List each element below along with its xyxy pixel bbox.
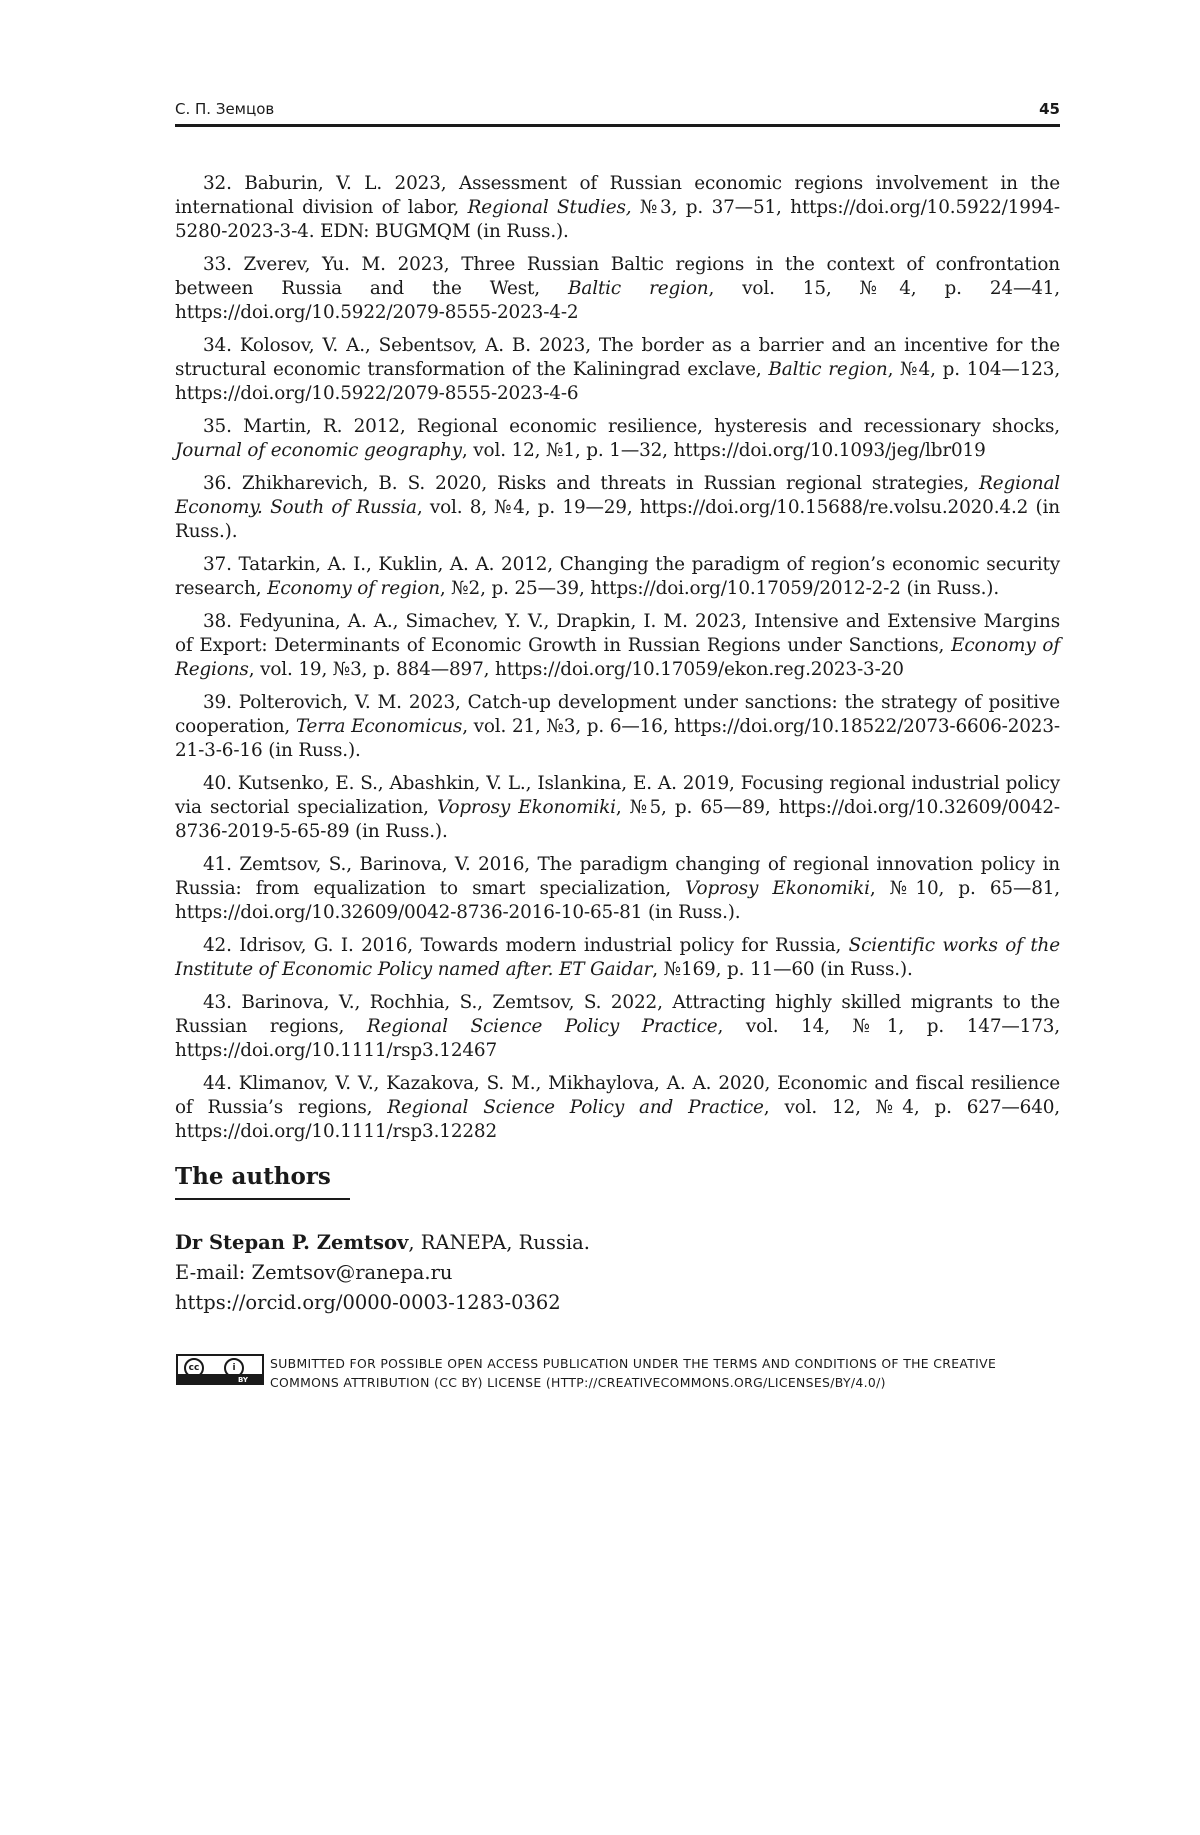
reference-number: 44. bbox=[203, 1073, 232, 1094]
reference-details: , №2, p. 25—39, https://doi.org/10.17059/2012-2-2 (in Russ.). bbox=[439, 578, 1000, 599]
reference-text: Zemtsov, S., Barinova, V. 2016, The paradigm changing of regional innovation policy in Russia: from equalization to smart specialization, bbox=[175, 854, 1060, 899]
reference-item bbox=[175, 991, 1060, 1063]
reference-details: , vol. 12, №1, p. 1—32, https://doi.org/10.1093/jeg/lbr019 bbox=[461, 440, 986, 461]
reference-item bbox=[175, 553, 1060, 601]
reference-number: 42. bbox=[203, 935, 232, 956]
reference-item bbox=[175, 415, 1060, 463]
reference-number: 40. bbox=[203, 773, 232, 794]
reference-details: , №4, p. 104—123, https://doi.org/10.5922/2079-8555-2023-4-6 bbox=[175, 359, 1061, 404]
reference-item bbox=[175, 934, 1060, 982]
reference-item bbox=[175, 172, 1060, 244]
reference-item bbox=[175, 610, 1060, 682]
attribution-icon: i bbox=[224, 1358, 244, 1378]
reference-number: 35. bbox=[203, 416, 232, 437]
reference-text: Kolosov, V. A., Sebentsov, A. B. 2023, The border as a barrier and an incentive for the structural economic transformation of the Kaliningrad exclave, bbox=[175, 335, 1060, 380]
reference-text: Polterovich, V. M. 2023, Catch-up development under sanctions: the strategy of positive cooperation, bbox=[175, 692, 1060, 737]
reference-details: , vol. 8, №4, p. 19—29, https://doi.org/10.15688/re.volsu.2020.4.2 (in Russ.). bbox=[175, 497, 1060, 542]
reference-source: Terra Economicus bbox=[295, 716, 463, 737]
reference-list bbox=[175, 172, 1060, 1153]
reference-item bbox=[175, 1072, 1060, 1144]
reference-text: Klimanov, V. V., Kazakova, S. M., Mikhaylova, A. A. 2020, Economic and fiscal resilience of Russia’s regions, bbox=[175, 1073, 1060, 1118]
reference-text: Zverev, Yu. M. 2023, Three Russian Baltic regions in the context of confrontation between Russia and the West, bbox=[175, 254, 1060, 299]
author-affiliation: , RANEPA, Russia. bbox=[408, 1231, 590, 1254]
reference-details: , vol. 14, №1, p. 147—173, https://doi.org/10.1111/rsp3.12467 bbox=[175, 1016, 1061, 1061]
license-text: SUBMITTED FOR POSSIBLE OPEN ACCESS PUBLICATION UNDER THE TERMS AND CONDITIONS OF THE CREATIVE COMMONS ATTRIBUTION (CC BY) LICENSE (HTTP://CREATIVECOMMONS.ORG/LICENSES/BY/4.0/) bbox=[270, 1356, 997, 1390]
header-rule bbox=[175, 124, 1060, 127]
reference-number: 33. bbox=[203, 254, 232, 275]
reference-source: Economy of region bbox=[267, 578, 440, 599]
reference-item bbox=[175, 253, 1060, 325]
reference-details: , vol. 15, №4, p. 24—41, https://doi.org/10.5922/2079-8555-2023-4-2 bbox=[175, 278, 1060, 323]
reference-source: Baltic region bbox=[768, 359, 888, 380]
reference-source: Voprosy Ekonomiki bbox=[437, 797, 616, 818]
running-head: С. П. Земцов bbox=[175, 100, 275, 118]
reference-source: Baltic region bbox=[568, 278, 709, 299]
license-block bbox=[176, 1354, 1066, 1398]
reference-item bbox=[175, 334, 1060, 406]
reference-details: , №10, p. 65—81, https://doi.org/10.32609/0042-8736-2016-10-65-81 (in Russ.). bbox=[175, 878, 1060, 923]
reference-source: Scientific works of the Institute of Economic Policy named after. ET Gaidar bbox=[175, 935, 1060, 980]
reference-source: Regional Studies, bbox=[467, 197, 632, 218]
page-number: 45 bbox=[1039, 100, 1060, 118]
reference-details: , vol. 12, №4, p. 627—640, https://doi.org/10.1111/rsp3.12282 bbox=[175, 1097, 1060, 1142]
reference-text: Barinova, V., Rochhia, S., Zemtsov, S. 2022, Attracting highly skilled migrants to the Russian regions, bbox=[175, 992, 1060, 1037]
reference-text: Martin, R. 2012, Regional economic resilience, hysteresis and recessionary shocks, bbox=[231, 416, 1060, 437]
reference-item bbox=[175, 772, 1060, 844]
reference-text: Kutsenko, E. S., Abashkin, V. L., Islankina, E. A. 2019, Focusing regional industrial policy via sectorial specialization, bbox=[175, 773, 1060, 818]
reference-text: Tatarkin, A. I., Kuklin, A. A. 2012, Changing the paradigm of region’s economic security research, bbox=[175, 554, 1060, 599]
author-name: Dr Stepan P. Zemtsov bbox=[175, 1231, 409, 1254]
reference-item bbox=[175, 472, 1060, 544]
reference-text: Fedyunina, A. A., Simachev, Y. V., Drapkin, I. M. 2023, Intensive and Extensive Margins of Export: Determinants of Economic Growth in Russian Regions under Sanctions, bbox=[175, 611, 1060, 656]
reference-number: 34. bbox=[203, 335, 232, 356]
reference-number: 43. bbox=[203, 992, 232, 1013]
reference-source: Regional Economy. South of Russia bbox=[175, 473, 1060, 518]
reference-details: , №169, p. 11—60 (in Russ.). bbox=[652, 959, 913, 980]
by-label: BY bbox=[237, 1376, 248, 1384]
reference-number: 38. bbox=[203, 611, 232, 632]
reference-source: Regional Science Policy Practice bbox=[366, 1016, 718, 1037]
author-email: E-mail: Zemtsov@ranepa.ru bbox=[175, 1261, 453, 1284]
reference-text: Zhikharevich, B. S. 2020, Risks and threats in Russian regional strategies, bbox=[231, 473, 980, 494]
reference-number: 39. bbox=[203, 692, 232, 713]
reference-source: Voprosy Ekonomiki bbox=[685, 878, 870, 899]
badge-strip bbox=[178, 1374, 262, 1383]
cc-icon: cc bbox=[184, 1358, 204, 1378]
author-orcid: https://orcid.org/0000-0003-1283-0362 bbox=[175, 1291, 561, 1314]
reference-source: Regional Science Policy and Practice bbox=[387, 1097, 764, 1118]
reference-details: , vol. 19, №3, p. 884—897, https://doi.org/10.17059/ekon.reg.2023-3-20 bbox=[248, 659, 904, 680]
author-entry bbox=[175, 1228, 875, 1258]
reference-details: , №5, p. 65—89, https://doi.org/10.32609/0042-8736-2019-5-65-89 (in Russ.). bbox=[175, 797, 1060, 842]
reference-source: Journal of economic geography bbox=[175, 440, 462, 461]
authors-heading: The authors bbox=[175, 1163, 350, 1200]
reference-number: 37. bbox=[203, 554, 232, 575]
reference-item bbox=[175, 853, 1060, 925]
reference-number: 32. bbox=[203, 173, 232, 194]
reference-text: Baburin, V. L. 2023, Assessment of Russian economic regions involvement in the international division of labor, bbox=[175, 173, 1060, 218]
reference-text: Idrisov, G. I. 2016, Towards modern industrial policy for Russia, bbox=[231, 935, 849, 956]
reference-details: №3, p. 37—51, https://doi.org/10.5922/1994-5280-2023-3-4. EDN: BUGMQM (in Russ.). bbox=[175, 197, 1060, 242]
reference-number: 41. bbox=[203, 854, 232, 875]
reference-number: 36. bbox=[203, 473, 232, 494]
cc-by-badge-icon bbox=[176, 1354, 264, 1385]
authors-section bbox=[175, 1163, 875, 1318]
reference-source: Economy of Regions bbox=[175, 635, 1060, 680]
reference-details: , vol. 21, №3, p. 6—16, https://doi.org/10.18522/2073-6606-2023-21-3-6-16 (in Russ.). bbox=[175, 716, 1060, 761]
page-header bbox=[175, 100, 1060, 122]
reference-item bbox=[175, 691, 1060, 763]
